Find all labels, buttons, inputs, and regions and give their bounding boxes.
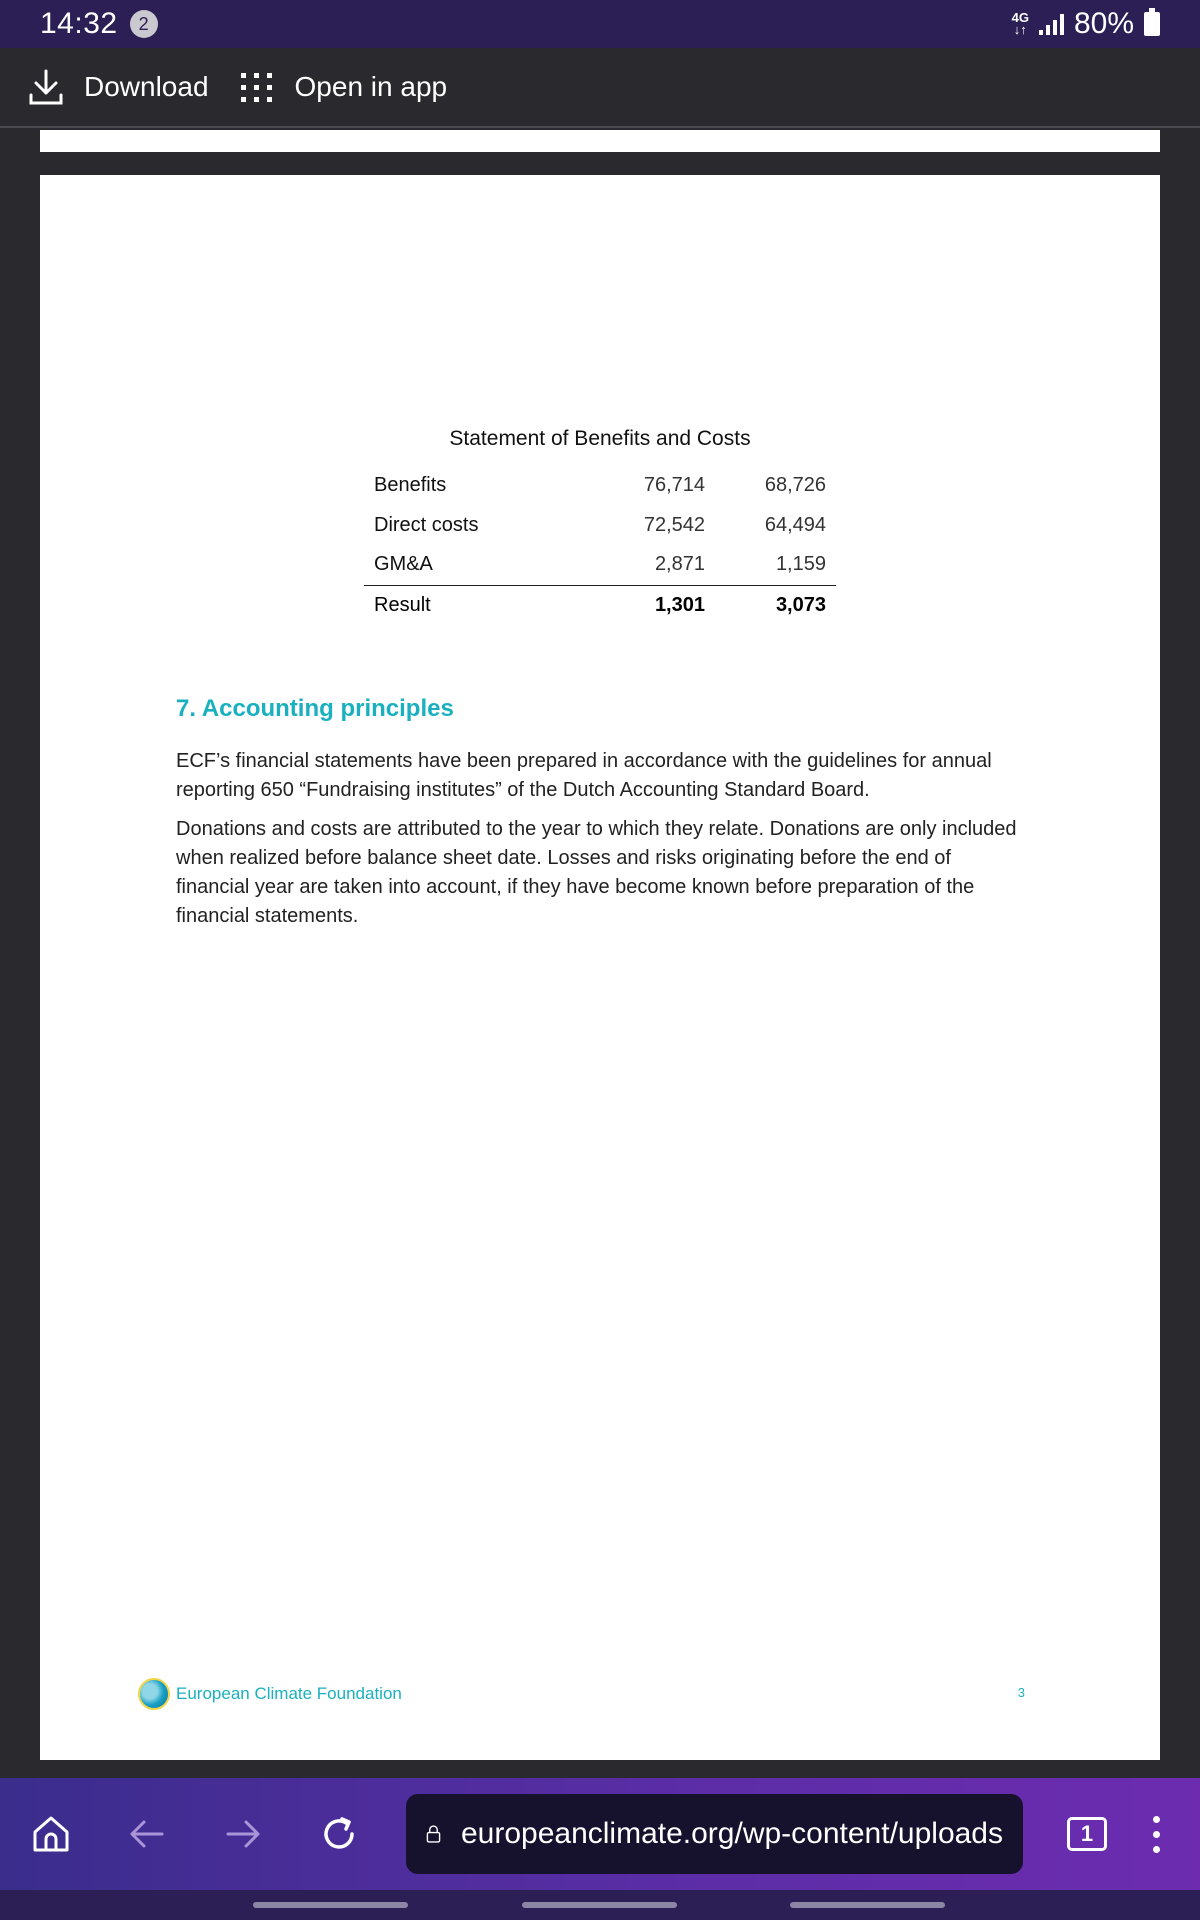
back-arrow-icon bbox=[126, 1813, 168, 1855]
notification-count-badge: 2 bbox=[130, 10, 158, 38]
battery-level: 80% bbox=[1073, 7, 1134, 40]
footer-logo bbox=[138, 1678, 402, 1710]
row-label: Direct costs bbox=[374, 513, 479, 536]
open-in-app-button[interactable] bbox=[239, 67, 448, 107]
footer-org-name: European Climate Foundation bbox=[176, 1684, 402, 1703]
table-row bbox=[364, 465, 836, 505]
reload-button[interactable] bbox=[314, 1809, 364, 1859]
download-label: Download bbox=[84, 71, 209, 102]
row-value-1: 2,871 bbox=[654, 553, 705, 576]
home-button[interactable] bbox=[26, 1809, 76, 1859]
open-in-app-label: Open in app bbox=[294, 71, 448, 102]
row-label: Result bbox=[364, 585, 585, 625]
network-type-label: 4G bbox=[1011, 10, 1029, 25]
row-label: GM&A bbox=[374, 553, 433, 576]
paragraph: ECF’s financial statements have been prepared in accordance with the guidelines for annual reporting 650 “Fundraising institutes” of the Dutch Accounting Standard Board. bbox=[176, 750, 992, 801]
paragraph: Donations and costs are attributed to the year to which they relate. Donations are only included when realized before balance sheet date. Losses and risks originating before the end of financial year are taken into account, if they have become known before preparation of the financial statements. bbox=[176, 818, 1017, 927]
status-time: 14:32 bbox=[40, 7, 118, 40]
statement-table bbox=[364, 465, 836, 625]
row-value-2: 1,159 bbox=[775, 553, 826, 576]
lock-icon bbox=[426, 1813, 441, 1855]
download-button[interactable] bbox=[28, 67, 209, 107]
more-dot bbox=[1153, 1846, 1160, 1853]
pdf-toolbar bbox=[0, 48, 1200, 128]
status-bar bbox=[0, 0, 1200, 48]
row-value-2: 68,726 bbox=[764, 473, 826, 496]
statement-title: Statement of Benefits and Costs bbox=[449, 427, 751, 450]
browser-bottom-bar bbox=[0, 1778, 1200, 1890]
row-value-1: 1,301 bbox=[585, 585, 715, 625]
download-icon bbox=[28, 67, 64, 107]
section-heading: 7. Accounting principles bbox=[176, 695, 454, 722]
gesture-handle[interactable] bbox=[253, 1902, 408, 1908]
row-label: Benefits bbox=[374, 473, 447, 496]
table-row-result bbox=[364, 585, 836, 625]
app-grid-icon bbox=[239, 67, 275, 107]
address-bar[interactable] bbox=[406, 1794, 1023, 1874]
row-value-2: 64,494 bbox=[764, 513, 826, 536]
more-menu-button[interactable] bbox=[1153, 1816, 1160, 1853]
signal-strength-icon bbox=[1039, 13, 1064, 35]
forward-arrow-icon bbox=[222, 1813, 264, 1855]
battery-icon bbox=[1144, 12, 1160, 36]
previous-page-edge bbox=[40, 130, 1160, 152]
page-number: 3 bbox=[1017, 1685, 1025, 1700]
row-value-1: 76,714 bbox=[643, 473, 705, 496]
gesture-handle[interactable] bbox=[522, 1902, 677, 1908]
more-dot bbox=[1153, 1816, 1160, 1823]
status-indicators bbox=[1012, 7, 1160, 41]
table-row bbox=[364, 545, 836, 585]
network-type-icon: 4G ↓↑ bbox=[1011, 10, 1029, 37]
back-button[interactable] bbox=[122, 1809, 172, 1859]
gesture-navigation-bar bbox=[0, 1890, 1200, 1920]
more-dot bbox=[1153, 1831, 1160, 1838]
url-text: europeanclimate.org/wp-content/uploads bbox=[460, 1817, 1003, 1850]
home-icon bbox=[30, 1813, 72, 1855]
row-value-2: 3,073 bbox=[715, 585, 836, 625]
pdf-document-area[interactable] bbox=[0, 130, 1200, 1778]
table-row bbox=[364, 505, 836, 545]
ecf-logo-icon bbox=[138, 1678, 170, 1710]
forward-button[interactable] bbox=[218, 1809, 268, 1859]
tabs-button[interactable]: 1 bbox=[1067, 1817, 1107, 1851]
row-value-1: 72,542 bbox=[643, 513, 705, 536]
reload-icon bbox=[318, 1813, 360, 1855]
gesture-handle[interactable] bbox=[790, 1902, 945, 1908]
pdf-page bbox=[40, 175, 1160, 1760]
